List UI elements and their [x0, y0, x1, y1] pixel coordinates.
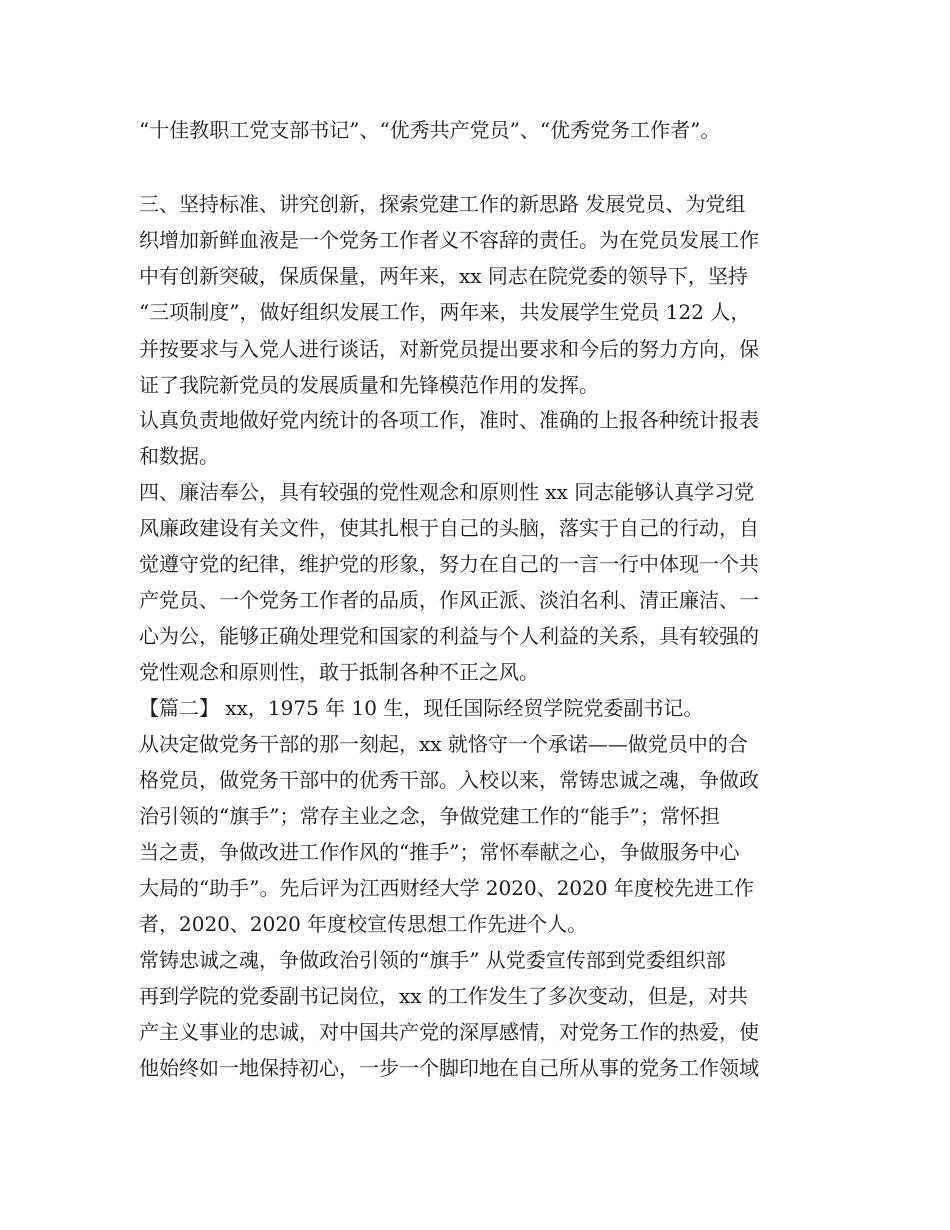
text-line: 风廉政建设有关文件，使其扎根于自己的头脑，落实于自己的行动，自	[139, 516, 759, 540]
text-line: 觉遵守党的纪律，维护党的形象，努力在自己的一言一行中体现一个共	[139, 552, 759, 576]
text-line: 心为公，能够正确处理党和国家的利益与个人利益的关系，具有较强的	[139, 624, 759, 648]
text-line: 织增加新鲜血液是一个党务工作者义不容辞的责任。为在党员发展工作	[139, 228, 759, 252]
text-line: 他始终如一地保持初心，一步一个脚印地在自己所从事的党务工作领域	[139, 1056, 759, 1080]
text-line: 中有创新突破，保质保量，两年来，xx 同志在院党委的领导下，坚持	[139, 264, 748, 288]
text-line: 从决定做党务干部的那一刻起，xx 就恪守一个承诺——做党员中的合	[139, 732, 748, 756]
text-line: 格党员，做党务干部中的优秀干部。入校以来，常铸忠诚之魂，争做政	[139, 768, 759, 792]
text-line: 产党员、一个党务工作者的品质，作风正派、淡泊名利、清正廉洁、一	[139, 588, 759, 612]
text-line: 治引领的“旗手”；常存主业之念，争做党建工作的“能手”；常怀担	[139, 804, 720, 828]
text-line: 当之责，争做改进工作作风的“推手”；常怀奉献之心，争做服务中心	[139, 840, 740, 864]
text-line: 认真负责地做好党内统计的各项工作，准时、准确的上报各种统计报表	[139, 408, 759, 432]
text-line: 大局的“助手”。先后评为江西财经大学 2020、2020 年度校先进工作	[139, 876, 754, 900]
text-line: “三项制度”，做好组织发展工作，两年来，共发展学生党员 122 人，	[139, 300, 751, 324]
text-line: 并按要求与入党人进行谈话，对新党员提出要求和今后的努力方向，保	[139, 337, 759, 361]
text-line: 党性观念和原则性，敢于抵制各种不正之风。	[139, 660, 539, 684]
section-heading: 【篇二】 xx，1975 年 10 生，现任国际经贸学院党委副书记。	[139, 696, 704, 720]
text-line: 者，2020、2020 年度校宣传思想工作先进个人。	[139, 912, 588, 936]
text-line: 和数据。	[139, 444, 219, 468]
text-line: “十佳教职工党支部书记”、“优秀共产党员”、“优秀党务工作者”。	[139, 118, 721, 142]
text-line: 常铸忠诚之魂，争做政治引领的“旗手” 从党委宣传部到党委组织部	[139, 948, 726, 972]
text-line: 证了我院新党员的发展质量和先锋模范作用的发挥。	[139, 373, 599, 397]
text-line: 四、廉洁奉公，具有较强的党性观念和原则性 xx 同志能够认真学习党	[139, 480, 755, 504]
text-line: 再到学院的党委副书记岗位，xx 的工作发生了多次变动，但是，对共	[139, 984, 748, 1008]
text-line: 产主义事业的忠诚，对中国共产党的深厚感情，对党务工作的热爱，使	[139, 1020, 759, 1044]
text-line: 三、坚持标准、讲究创新，探索党建工作的新思路 发展党员、为党组	[139, 192, 746, 216]
